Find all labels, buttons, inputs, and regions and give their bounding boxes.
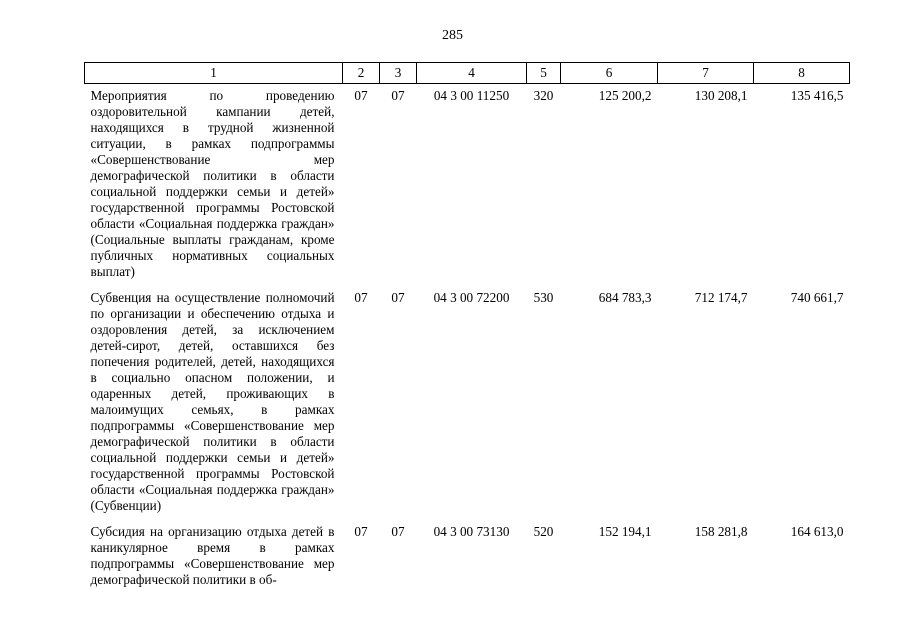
row-amount-col6: 684 783,3: [598, 290, 652, 305]
row-amount-col6: 125 200,2: [598, 88, 652, 103]
row-amount-col6: 152 194,1: [598, 524, 652, 539]
row-expense-type: 530: [533, 290, 554, 305]
row-section: 07: [354, 290, 368, 305]
row-description: Субвенция на осуществление полномочий по организации и обеспечению отдыха и оздоровления детей, за исключением детей-сирот, детей, оставшихся без попечения родителей, детей, находящихся в социально опасном положении, и одаренных детей, проживающих в малоимущих семьях, в рамках подпрограммы «Совершенствование мер демографической политики в области социальной поддержки семьи и детей» государственной программы Ростовской области «Социальная поддержка граждан» (Субвенции): [90, 290, 335, 513]
row-amount-col8: 135 416,5: [790, 88, 844, 103]
row-expense-type: 320: [533, 88, 554, 103]
row-description: Мероприятия по проведению оздоровительной кампании детей, находящихся в трудной жизненной ситуации, в рамках подпрограммы «Совершенствование мер демографической политики в области социальной поддержки семьи и детей» государственной программы Ростовской области «Социальная поддержка граждан» (Социальные выплаты гражданам, кроме публичных нормативных социальных выплат): [90, 88, 335, 279]
row-section: 07: [354, 88, 368, 103]
row-expense-type: 520: [533, 524, 554, 539]
row-subsection: 07: [391, 524, 405, 539]
budget-table: [84, 62, 850, 588]
row-target-article: 04 3 00 73130: [433, 524, 510, 539]
row-amount-col8: 164 613,0: [790, 524, 844, 539]
header-row: [85, 63, 850, 84]
header-col-6: 6: [561, 63, 658, 84]
header-col-4: 4: [417, 63, 527, 84]
row-subsection: 07: [391, 88, 405, 103]
header-col-2: 2: [343, 63, 380, 84]
table-row: [85, 84, 850, 287]
row-description: Субсидия на организацию отдыха детей в каникулярное время в рамках подпрограммы «Совершенствование мер демографической политики в об-: [90, 524, 335, 587]
row-target-article: 04 3 00 11250: [433, 88, 510, 103]
header-col-7: 7: [658, 63, 754, 84]
header-col-3: 3: [380, 63, 417, 84]
row-amount-col8: 740 661,7: [790, 290, 844, 305]
header-col-8: 8: [754, 63, 850, 84]
row-amount-col7: 158 281,8: [694, 524, 748, 539]
row-section: 07: [354, 524, 368, 539]
row-amount-col7: 130 208,1: [694, 88, 748, 103]
page-number: 285: [442, 28, 463, 43]
row-amount-col7: 712 174,7: [694, 290, 748, 305]
table-row: [85, 520, 850, 588]
header-col-1: 1: [85, 63, 343, 84]
header-col-5: 5: [527, 63, 561, 84]
row-target-article: 04 3 00 72200: [433, 290, 510, 305]
row-subsection: 07: [391, 290, 405, 305]
table-row: [85, 286, 850, 520]
